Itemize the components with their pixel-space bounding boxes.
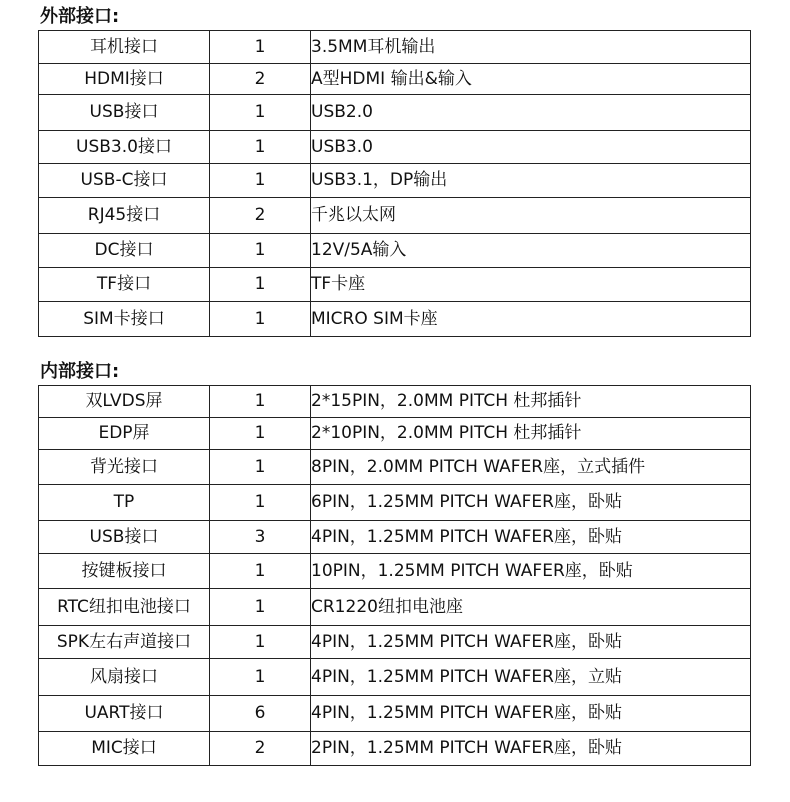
description-cell: MICRO SIM卡座 [311, 302, 751, 337]
quantity-cell: 1 [210, 268, 311, 302]
table-row [39, 198, 751, 234]
quantity-cell: 1 [210, 418, 311, 450]
external-interfaces-heading: 外部接口: [40, 6, 120, 27]
quantity-cell: 1 [210, 450, 311, 485]
quantity-cell: 1 [210, 626, 311, 659]
description-cell: 2PIN，1.25MM PITCH WAFER座，卧贴 [311, 732, 751, 766]
interface-name-cell: USB3.0接口 [39, 131, 210, 164]
interface-name-cell: RTC纽扣电池接口 [39, 589, 210, 626]
table-row [39, 302, 751, 337]
description-cell: 10PIN，1.25MM PITCH WAFER座，卧贴 [311, 554, 751, 589]
table-row [39, 696, 751, 732]
table-row [39, 268, 751, 302]
description-cell: 6PIN，1.25MM PITCH WAFER座，卧贴 [311, 485, 751, 521]
interface-name-cell: HDMI接口 [39, 64, 210, 95]
quantity-cell: 2 [210, 64, 311, 95]
external-interfaces-rows [39, 31, 751, 337]
interface-name-cell: USB接口 [39, 95, 210, 131]
interface-name-cell: 双LVDS屏 [39, 386, 210, 418]
description-cell: 3.5MM耳机输出 [311, 31, 751, 64]
table-row [39, 659, 751, 696]
description-cell: A型HDMI 输出&输入 [311, 64, 751, 95]
table-row [39, 31, 751, 64]
interface-name-cell: 按键板接口 [39, 554, 210, 589]
interface-name-cell: DC接口 [39, 234, 210, 268]
quantity-cell: 2 [210, 732, 311, 766]
interface-name-cell: SIM卡接口 [39, 302, 210, 337]
quantity-cell: 1 [210, 164, 311, 198]
interface-name-cell: UART接口 [39, 696, 210, 732]
description-cell: USB3.0 [311, 131, 751, 164]
interface-name-cell: 耳机接口 [39, 31, 210, 64]
description-cell: CR1220纽扣电池座 [311, 589, 751, 626]
quantity-cell: 1 [210, 554, 311, 589]
table-row [39, 626, 751, 659]
description-cell: 2*15PIN，2.0MM PITCH 杜邦插针 [311, 386, 751, 418]
quantity-cell: 1 [210, 302, 311, 337]
quantity-cell: 6 [210, 696, 311, 732]
table-row [39, 589, 751, 626]
table-row [39, 64, 751, 95]
table-row [39, 732, 751, 766]
quantity-cell: 2 [210, 198, 311, 234]
description-cell: TF卡座 [311, 268, 751, 302]
internal-interfaces-heading: 内部接口: [40, 361, 120, 382]
interface-name-cell: 背光接口 [39, 450, 210, 485]
internal-interfaces-rows [39, 386, 751, 766]
interface-name-cell: EDP屏 [39, 418, 210, 450]
quantity-cell: 1 [210, 95, 311, 131]
description-cell: 12V/5A输入 [311, 234, 751, 268]
table-row [39, 131, 751, 164]
quantity-cell: 1 [210, 659, 311, 696]
description-cell: 4PIN，1.25MM PITCH WAFER座，立贴 [311, 659, 751, 696]
interface-name-cell: TP [39, 485, 210, 521]
interface-name-cell: MIC接口 [39, 732, 210, 766]
quantity-cell: 1 [210, 485, 311, 521]
interface-name-cell: TF接口 [39, 268, 210, 302]
table-row [39, 521, 751, 554]
table-row [39, 95, 751, 131]
description-cell: 千兆以太网 [311, 198, 751, 234]
quantity-cell: 1 [210, 131, 311, 164]
table-row [39, 234, 751, 268]
interface-name-cell: 风扇接口 [39, 659, 210, 696]
table-row [39, 418, 751, 450]
interface-name-cell: RJ45接口 [39, 198, 210, 234]
internal-interfaces-table [38, 385, 751, 766]
description-cell: 2*10PIN，2.0MM PITCH 杜邦插针 [311, 418, 751, 450]
quantity-cell: 1 [210, 234, 311, 268]
quantity-cell: 3 [210, 521, 311, 554]
interface-name-cell: USB-C接口 [39, 164, 210, 198]
interface-name-cell: SPK左右声道接口 [39, 626, 210, 659]
description-cell: USB2.0 [311, 95, 751, 131]
description-cell: 4PIN，1.25MM PITCH WAFER座，卧贴 [311, 626, 751, 659]
description-cell: 8PIN，2.0MM PITCH WAFER座，立式插件 [311, 450, 751, 485]
description-cell: USB3.1，DP输出 [311, 164, 751, 198]
table-row [39, 450, 751, 485]
quantity-cell: 1 [210, 589, 311, 626]
table-row [39, 386, 751, 418]
external-interfaces-table [38, 30, 751, 337]
interface-name-cell: USB接口 [39, 521, 210, 554]
quantity-cell: 1 [210, 386, 311, 418]
quantity-cell: 1 [210, 31, 311, 64]
description-cell: 4PIN，1.25MM PITCH WAFER座，卧贴 [311, 696, 751, 732]
table-row [39, 164, 751, 198]
description-cell: 4PIN，1.25MM PITCH WAFER座，卧贴 [311, 521, 751, 554]
table-row [39, 554, 751, 589]
table-row [39, 485, 751, 521]
